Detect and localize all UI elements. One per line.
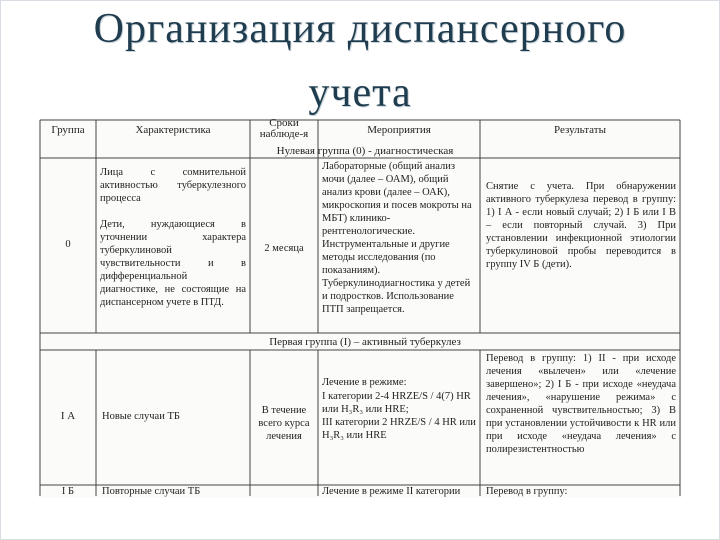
title-line-2: учета	[308, 70, 412, 116]
header-measures: Мероприятия	[367, 124, 431, 136]
row-zero-measures: Лабораторные (общий анализ мочи (далее – ОАМ), общий анализ крови (далее – ОАК), микроскопия и посев мокроты на МБТ) клинико-рентгенологические. Инструментальные и другие методы исследования (по показаниям). Туберкулинодиагностика у детей и подростков. Использование ПТП запрещается.	[322, 161, 472, 315]
section-zero-title: Нулевая группа (0) - диагностическая	[276, 145, 454, 157]
section-one-title: Первая группа (I) – активный туберкулез	[269, 336, 461, 348]
row-zero-group: 0	[65, 239, 71, 250]
scanned-table	[38, 118, 682, 498]
title-line-1: Организация диспансерного	[93, 6, 627, 52]
row-zero-terms: 2 месяца	[264, 243, 304, 254]
row-ia-measures-2: I категории 2-4 HRZE/S / 4(7) HR или H₃R₃ или HRE;	[322, 391, 471, 415]
row-ia-group: I А	[60, 410, 76, 422]
row-zero-char-2: Дети, нуждающиеся в уточнении характера туберкулиновой чувствительности и в дифференциальной диагностике, не состоящие на диспансерном учете в ПТД.	[100, 219, 246, 308]
row-ib-measures: Лечение в режиме II категории	[322, 486, 461, 497]
slide-title	[0, 6, 720, 116]
row-ib-group: I Б	[61, 486, 75, 497]
row-ia-measures-1: Лечение в режиме:	[322, 377, 407, 388]
header-terms: Сроки наблюде-я	[259, 117, 309, 140]
header-results: Результаты	[554, 124, 606, 136]
row-ia-measures-3: III категории 2 HRZE/S / 4 HR или H₃R₃ или HRE	[322, 417, 476, 441]
header-characteristic: Характеристика	[135, 124, 211, 136]
row-ib-characteristic: Повторные случаи ТБ	[102, 486, 201, 497]
header-group: Группа	[51, 124, 85, 136]
row-zero-char-1: Лица с сомнительной активностью туберкулезного процесса	[100, 167, 246, 204]
row-ia-results: Перевод в группу: 1) II - при исходе лечения «вылечен» или «лечение завершено»; 2) I Б - при исходе «неудача лечения», «нарушение режима» с сохраненной чувствительностью; 3) В при установлении устойчивости к HR или при исходе «неудача лечения» с полирезистентностью	[486, 353, 676, 455]
row-ib-results: Перевод в группу:	[486, 486, 568, 497]
row-zero-results: Снятие с учета. При обнаружении активного туберкулеза перевод в группу: 1) I А - если новый случай; 2) I Б или I В – если повторный случай. 3) При установлении инфекционной этиологии туберкулиновой пробы переводится в группу IV Б (дети).	[486, 181, 676, 270]
row-ia-characteristic: Новые случаи ТБ	[102, 411, 180, 422]
row-ia-terms: В течение всего курса лечения	[258, 405, 310, 442]
